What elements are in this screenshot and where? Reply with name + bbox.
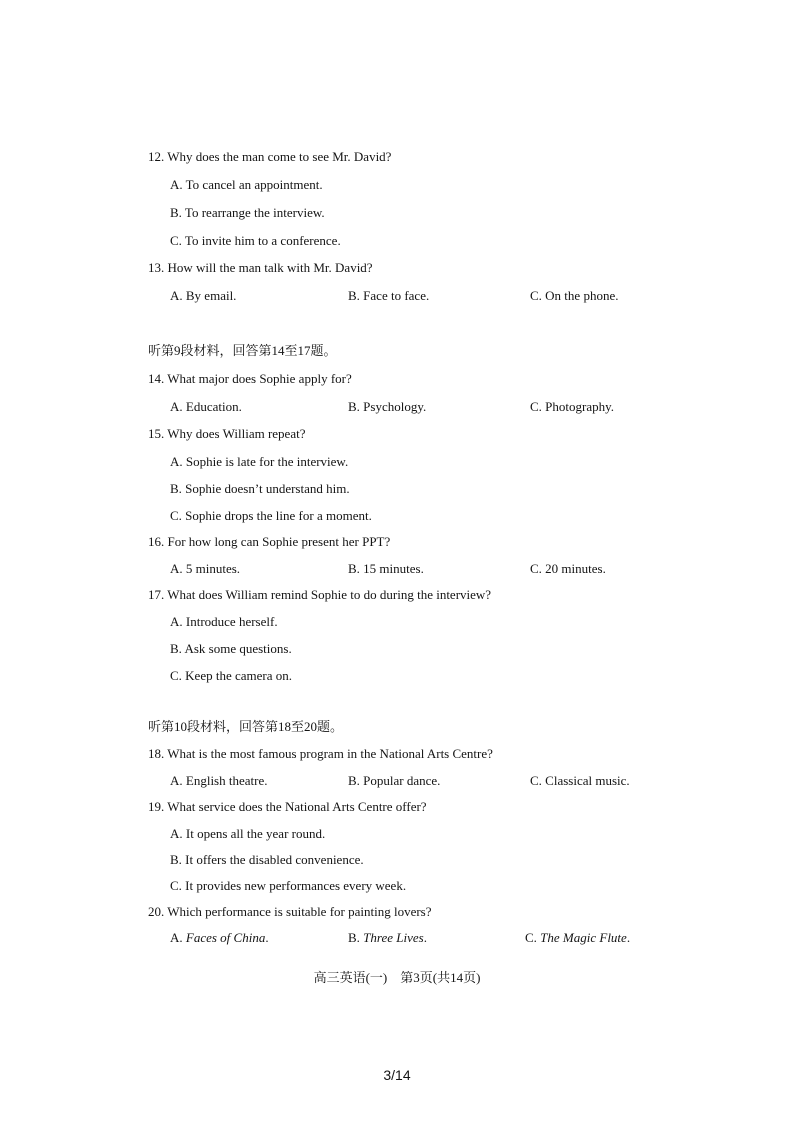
question-12-option-b: B. To rearrange the interview. — [170, 205, 325, 220]
question-12-stem: 12. Why does the man come to see Mr. David? — [148, 149, 392, 164]
question-14-options — [170, 399, 640, 415]
question-13-option-c: C. On the phone. — [530, 288, 619, 303]
question-18-option-c: C. Classical music. — [530, 773, 630, 788]
question-20-option-c — [525, 930, 630, 946]
question-18-options — [170, 773, 640, 789]
question-14-stem: 14. What major does Sophie apply for? — [148, 371, 352, 386]
question-14-option-c: C. Photography. — [530, 399, 615, 414]
question-16-option-b: B. 15 minutes. — [348, 561, 424, 576]
question-16-option-a: A. 5 minutes. — [170, 561, 241, 576]
question-17-stem: 17. What does William remind Sophie to do during the interview? — [148, 587, 492, 602]
question-20-option-c-title: The Magic Flute — [540, 930, 627, 945]
question-15-option-a: A. Sophie is late for the interview. — [170, 454, 349, 469]
question-15-stem: 15. Why does William repeat? — [148, 426, 306, 441]
question-19-option-a: A. It opens all the year round. — [170, 826, 326, 841]
question-20-option-b-prefix: B. — [348, 930, 364, 945]
question-17-option-a: A. Introduce herself. — [170, 614, 278, 629]
question-20-option-c-prefix: C. — [525, 930, 541, 945]
question-19-stem: 19. What service does the National Arts Centre offer? — [148, 799, 427, 814]
question-15-option-b: B. Sophie doesn’t understand him. — [170, 481, 350, 496]
question-12-option-a: A. To cancel an appointment. — [170, 177, 323, 192]
question-14-option-b: B. Psychology. — [348, 399, 427, 414]
question-19-option-b: B. It offers the disabled convenience. — [170, 852, 364, 867]
question-18-option-b: B. Popular dance. — [348, 773, 441, 788]
question-20-option-b-suffix: . — [423, 930, 427, 945]
question-14-option-a: A. Education. — [170, 399, 242, 414]
page-number: 3/14 — [383, 1067, 411, 1083]
question-17-option-c: C. Keep the camera on. — [170, 668, 293, 683]
question-13-option-b: B. Face to face. — [348, 288, 430, 303]
question-20-option-a — [170, 930, 269, 946]
question-18-option-a: A. English theatre. — [170, 773, 268, 788]
question-19-option-c: C. It provides new performances every week. — [170, 878, 407, 893]
question-20-option-c-suffix: . — [626, 930, 631, 945]
question-16-stem: 16. For how long can Sophie present her PPT? — [148, 534, 391, 549]
question-16-options — [170, 561, 640, 577]
question-18-stem: 18. What is the most famous program in the National Arts Centre? — [148, 746, 493, 761]
question-20-option-b-title: Three Lives — [363, 930, 424, 945]
question-20-option-a-prefix: A. — [170, 930, 186, 945]
question-20-option-b — [348, 930, 427, 946]
question-13-stem: 13. How will the man talk with Mr. David? — [148, 260, 373, 275]
section-10-instruction: 听第10段材料，回答第18至20题。 — [148, 719, 344, 734]
question-15-option-c: C. Sophie drops the line for a moment. — [170, 508, 372, 523]
question-20-option-a-title: Faces of China — [185, 930, 266, 945]
question-20-options — [170, 930, 640, 946]
section-9-instruction: 听第9段材料，回答第14至17题。 — [148, 343, 337, 358]
question-17-option-b: B. Ask some questions. — [170, 641, 292, 656]
question-16-option-c: C. 20 minutes. — [530, 561, 606, 576]
page-footer-info: 高三英语(一) 第3页(共14页) — [313, 970, 481, 985]
question-13-option-a: A. By email. — [170, 288, 237, 303]
question-20-option-a-suffix: . — [265, 930, 269, 945]
question-20-stem: 20. Which performance is suitable for painting lovers? — [148, 904, 432, 919]
question-12-option-c: C. To invite him to a conference. — [170, 233, 341, 248]
question-13-options — [170, 288, 640, 304]
